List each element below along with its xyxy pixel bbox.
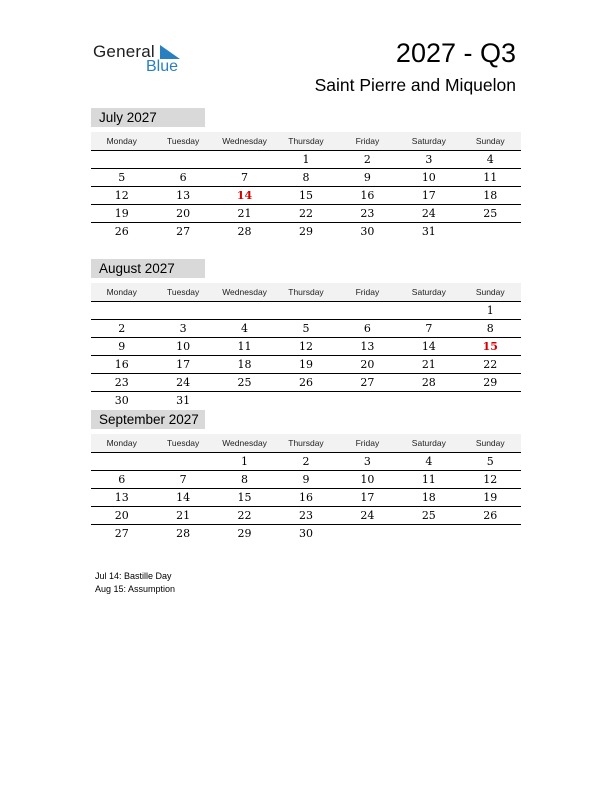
page-subtitle: Saint Pierre and Miquelon (314, 75, 516, 95)
day-cell: 23 (298, 509, 313, 522)
day-cell (398, 302, 459, 319)
month-title: July 2027 (91, 108, 205, 127)
day-cell: 28 (421, 376, 436, 389)
day-cell: 2 (363, 153, 371, 166)
day-cell: 21 (176, 509, 191, 522)
weekday-label: Wednesday (222, 287, 267, 297)
day-cell: 5 (118, 171, 126, 184)
day-cell: 17 (176, 358, 191, 371)
day-cell: 12 (298, 340, 313, 353)
day-cell: 31 (421, 225, 436, 238)
day-cell: 26 (114, 225, 129, 238)
weekday-label: Friday (355, 438, 380, 448)
day-cell: 20 (176, 207, 191, 220)
day-cell: 11 (421, 473, 436, 486)
holiday-note: Jul 14: Bastille Day (95, 571, 172, 581)
day-cell: 21 (421, 358, 436, 371)
day-cell (460, 392, 521, 409)
day-cell: 8 (241, 473, 249, 486)
day-cell: 14 (421, 340, 436, 353)
day-cell: 28 (176, 527, 191, 540)
weekday-header-row (91, 434, 521, 453)
month-calendar-august (91, 259, 521, 409)
day-cell: 23 (114, 376, 129, 389)
day-cell: 1 (241, 455, 249, 468)
day-cell: 17 (360, 491, 375, 504)
weekday-label: Monday (106, 287, 137, 297)
weekday-label: Sunday (475, 287, 505, 297)
day-cell: 29 (237, 527, 252, 540)
week-row (91, 392, 521, 409)
day-cell (152, 453, 213, 470)
week-row (91, 320, 521, 338)
day-cell: 23 (360, 207, 375, 220)
week-row (91, 187, 521, 205)
weekday-label: Sunday (475, 438, 505, 448)
day-cell: 26 (483, 509, 498, 522)
week-row (91, 374, 521, 392)
weekday-label: Friday (355, 136, 380, 146)
day-cell: 4 (425, 455, 433, 468)
day-cell: 24 (360, 509, 375, 522)
day-cell: 29 (483, 376, 498, 389)
generalblue-logo (93, 42, 193, 78)
day-cell (275, 392, 336, 409)
day-cell: 22 (237, 509, 252, 522)
month-title: August 2027 (91, 259, 205, 278)
weekday-label: Monday (106, 136, 137, 146)
day-cell: 25 (483, 207, 498, 220)
day-cell: 3 (179, 322, 187, 335)
day-cell (460, 223, 521, 240)
day-cell: 11 (237, 340, 252, 353)
weekday-label: Wednesday (222, 438, 267, 448)
day-cell: 20 (114, 509, 129, 522)
day-cell: 6 (118, 473, 126, 486)
day-cell: 15 (237, 491, 252, 504)
day-cell: 29 (298, 225, 313, 238)
day-cell: 22 (483, 358, 498, 371)
day-cell: 9 (118, 340, 126, 353)
week-row (91, 169, 521, 187)
logo-flag-icon (160, 45, 180, 59)
week-row (91, 223, 521, 240)
weekday-label: Thursday (288, 438, 324, 448)
logo-text-blue: Blue (146, 58, 179, 75)
day-cell: 4 (486, 153, 494, 166)
day-cell (337, 302, 398, 319)
week-row (91, 338, 521, 356)
day-cell: 30 (114, 394, 129, 407)
day-cell: 21 (237, 207, 252, 220)
weekday-label: Sunday (475, 136, 505, 146)
week-row (91, 471, 521, 489)
day-cell: 3 (425, 153, 433, 166)
day-cell: 8 (486, 322, 494, 335)
day-cell: 2 (118, 322, 126, 335)
weekday-label: Tuesday (166, 438, 200, 448)
day-cell: 24 (421, 207, 436, 220)
day-cell (460, 525, 521, 542)
day-cell: 1 (302, 153, 310, 166)
month-title: September 2027 (91, 410, 205, 429)
day-cell: 22 (298, 207, 313, 220)
day-cell (398, 525, 459, 542)
day-cell (214, 302, 275, 319)
day-cell: 28 (237, 225, 252, 238)
weekday-label: Thursday (288, 136, 324, 146)
week-row (91, 525, 521, 542)
day-cell: 18 (483, 189, 498, 202)
day-cell: 19 (483, 491, 498, 504)
day-cell: 30 (360, 225, 375, 238)
day-cell: 9 (363, 171, 371, 184)
day-cell: 25 (421, 509, 436, 522)
day-cell: 5 (302, 322, 310, 335)
day-cell: 9 (302, 473, 310, 486)
day-cell: 8 (302, 171, 310, 184)
weekday-label: Tuesday (166, 136, 200, 146)
day-cell: 13 (114, 491, 129, 504)
day-cell: 19 (114, 207, 129, 220)
day-cell (152, 302, 213, 319)
day-cell: 10 (176, 340, 191, 353)
weekday-label: Saturday (411, 438, 446, 448)
week-row (91, 302, 521, 320)
day-cell: 11 (483, 171, 498, 184)
weekday-label: Tuesday (166, 287, 200, 297)
weekday-label: Wednesday (222, 136, 267, 146)
day-cell: 1 (486, 304, 494, 317)
day-cell: 12 (114, 189, 129, 202)
week-row (91, 489, 521, 507)
weekday-label: Friday (355, 287, 380, 297)
weekday-header-row (91, 283, 521, 302)
day-cell (91, 151, 152, 168)
week-row (91, 507, 521, 525)
day-cell: 25 (237, 376, 252, 389)
weekday-header-row (91, 132, 521, 151)
day-cell (91, 302, 152, 319)
day-cell: 13 (176, 189, 191, 202)
day-cell: 26 (298, 376, 313, 389)
weekday-label: Saturday (411, 287, 446, 297)
day-cell: 20 (360, 358, 375, 371)
day-cell (398, 392, 459, 409)
day-cell: 13 (360, 340, 375, 353)
day-cell: 18 (421, 491, 436, 504)
day-cell: 6 (179, 171, 187, 184)
day-cell (337, 525, 398, 542)
day-cell: 7 (241, 171, 249, 184)
day-cell: 16 (298, 491, 313, 504)
week-row (91, 151, 521, 169)
day-cell: 10 (360, 473, 375, 486)
page-title: 2027 - Q3 (395, 38, 516, 68)
day-cell: 14 (176, 491, 191, 504)
weekday-label: Monday (106, 438, 137, 448)
day-cell: 16 (360, 189, 375, 202)
holiday-day-cell: 14 (236, 189, 253, 202)
day-cell: 2 (302, 455, 310, 468)
day-cell: 7 (179, 473, 187, 486)
day-cell: 15 (298, 189, 313, 202)
day-cell: 27 (176, 225, 191, 238)
holiday-day-cell: 15 (482, 340, 498, 353)
holiday-notes (95, 570, 175, 596)
day-cell: 6 (363, 322, 371, 335)
day-cell: 27 (114, 527, 129, 540)
day-cell: 10 (421, 171, 436, 184)
month-calendar-september (91, 410, 521, 542)
day-cell: 17 (421, 189, 436, 202)
day-cell: 18 (237, 358, 252, 371)
weekday-label: Thursday (288, 287, 324, 297)
day-cell: 24 (176, 376, 191, 389)
holiday-note: Aug 15: Assumption (95, 584, 176, 594)
day-cell: 16 (114, 358, 129, 371)
day-cell: 4 (241, 322, 249, 335)
day-cell (91, 453, 152, 470)
day-cell (275, 302, 336, 319)
day-cell: 3 (363, 455, 371, 468)
logo-text-general: General (93, 42, 155, 61)
day-cell: 27 (360, 376, 375, 389)
day-cell (337, 392, 398, 409)
weekday-label: Saturday (411, 136, 446, 146)
week-row (91, 453, 521, 471)
day-cell (152, 151, 213, 168)
day-cell (214, 151, 275, 168)
day-cell: 19 (298, 358, 313, 371)
day-cell: 30 (298, 527, 313, 540)
day-cell: 31 (176, 394, 191, 407)
week-row (91, 205, 521, 223)
day-cell: 12 (483, 473, 498, 486)
month-calendar-july (91, 108, 521, 240)
day-cell (214, 392, 275, 409)
day-cell: 7 (425, 322, 433, 335)
day-cell: 5 (486, 455, 494, 468)
week-row (91, 356, 521, 374)
